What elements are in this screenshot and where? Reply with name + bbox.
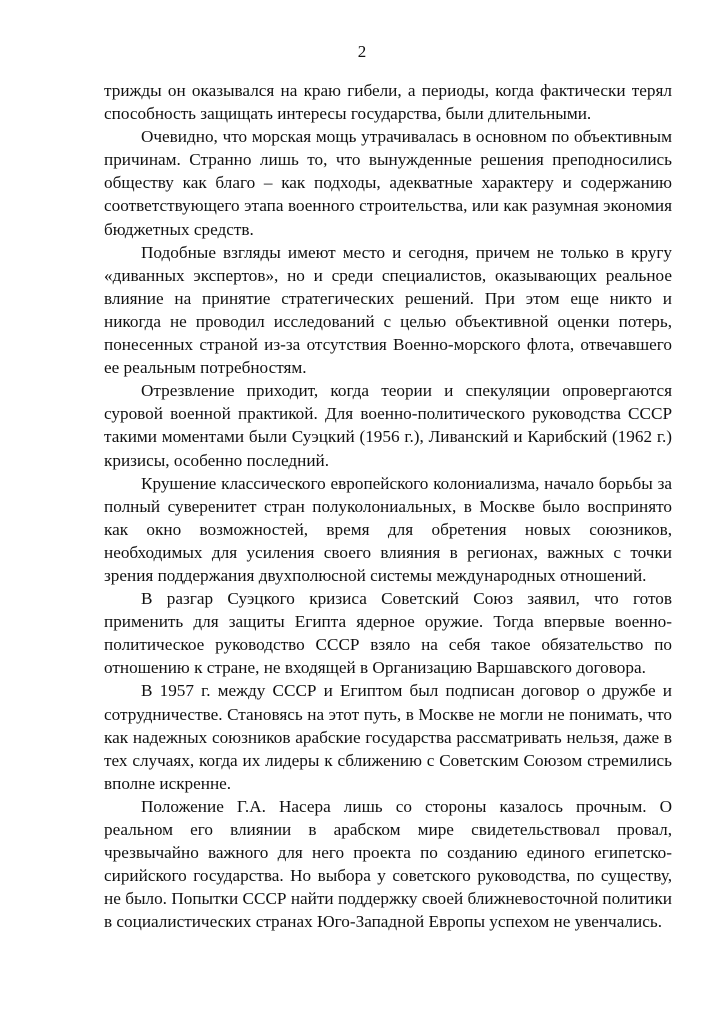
paragraph-8: Положение Г.А. Насера лишь со стороны казалось прочным. О реальном его влиянии в арабском мире свидетельствовал провал, чрезвычайно важного для него проекта по созданию единого египетско-сирийского государства. Но выбора у советского руководства, по существу, не было. Попытки СССР найти поддержку своей ближневосточной политики в социалистических странах Юго-Западной Европы успехом не увенчались. xyxy=(104,796,672,932)
paragraph-1: трижды он оказывался на краю гибели, а периоды, когда фактически терял способность защищать интересы государства, были длительными. xyxy=(104,81,672,124)
paragraph-7: В 1957 г. между СССР и Египтом был подписан договор о дружбе и сотрудничестве. Становясь на этот путь, в Москве не могли не понимать, что как надежных союзников арабские государства рассматривать нельзя, даже в тех случаях, когда их лидеры к сближению с Советским Союзом стремились вполне искренне. xyxy=(104,681,672,793)
paragraph-5: Крушение классического европейского колониализма, начало борьбы за полный суверенитет стран полуколониальных, в Москве было воспринято как окно возможностей, время для обретения новых союзников, необходимых для усиления своего влияния в регионах, важных с точки зрения поддержания двухполюсной системы международных отношений. xyxy=(104,473,672,585)
paragraph-3: Подобные взгляды имеют место и сегодня, причем не только в кругу «диванных экспертов», но и среди специалистов, оказывающих реальное влияние на принятие стратегических решений. При этом еще никто и никогда не проводил исследований с целью объективной оценки потерь, понесенных страной из-за отсутствия Военно-морского флота, отвечавшего ее реальным потребностям. xyxy=(104,242,672,378)
paragraph-6: В разгар Суэцкого кризиса Советский Союз заявил, что готов применить для защиты Египта ядерное оружие. Тогда впервые военно-политическое руководство СССР взяло на себя такое обязательство по отношению к стране, не входящей в Организацию Варшавского договора. xyxy=(104,589,672,678)
body-text xyxy=(104,79,672,933)
paragraph-4: Отрезвление приходит, когда теории и спекуляции опровергаются суровой военной практикой. Для военно-политического руководства СССР такими моментами были Суэцкий (1956 г.), Ливанский и Карибский (1962 г.) кризисы, особенно последний. xyxy=(104,381,672,470)
paragraph-2: Очевидно, что морская мощь утрачивалась в основном по объективным причинам. Странно лишь то, что вынужденные решения преподносились обществу как благо – как подходы, адекватные характеру и содержанию соответствующего этапа военного строительства, или как разумная экономия бюджетных средств. xyxy=(104,127,672,239)
page-number: 2 xyxy=(357,42,367,61)
